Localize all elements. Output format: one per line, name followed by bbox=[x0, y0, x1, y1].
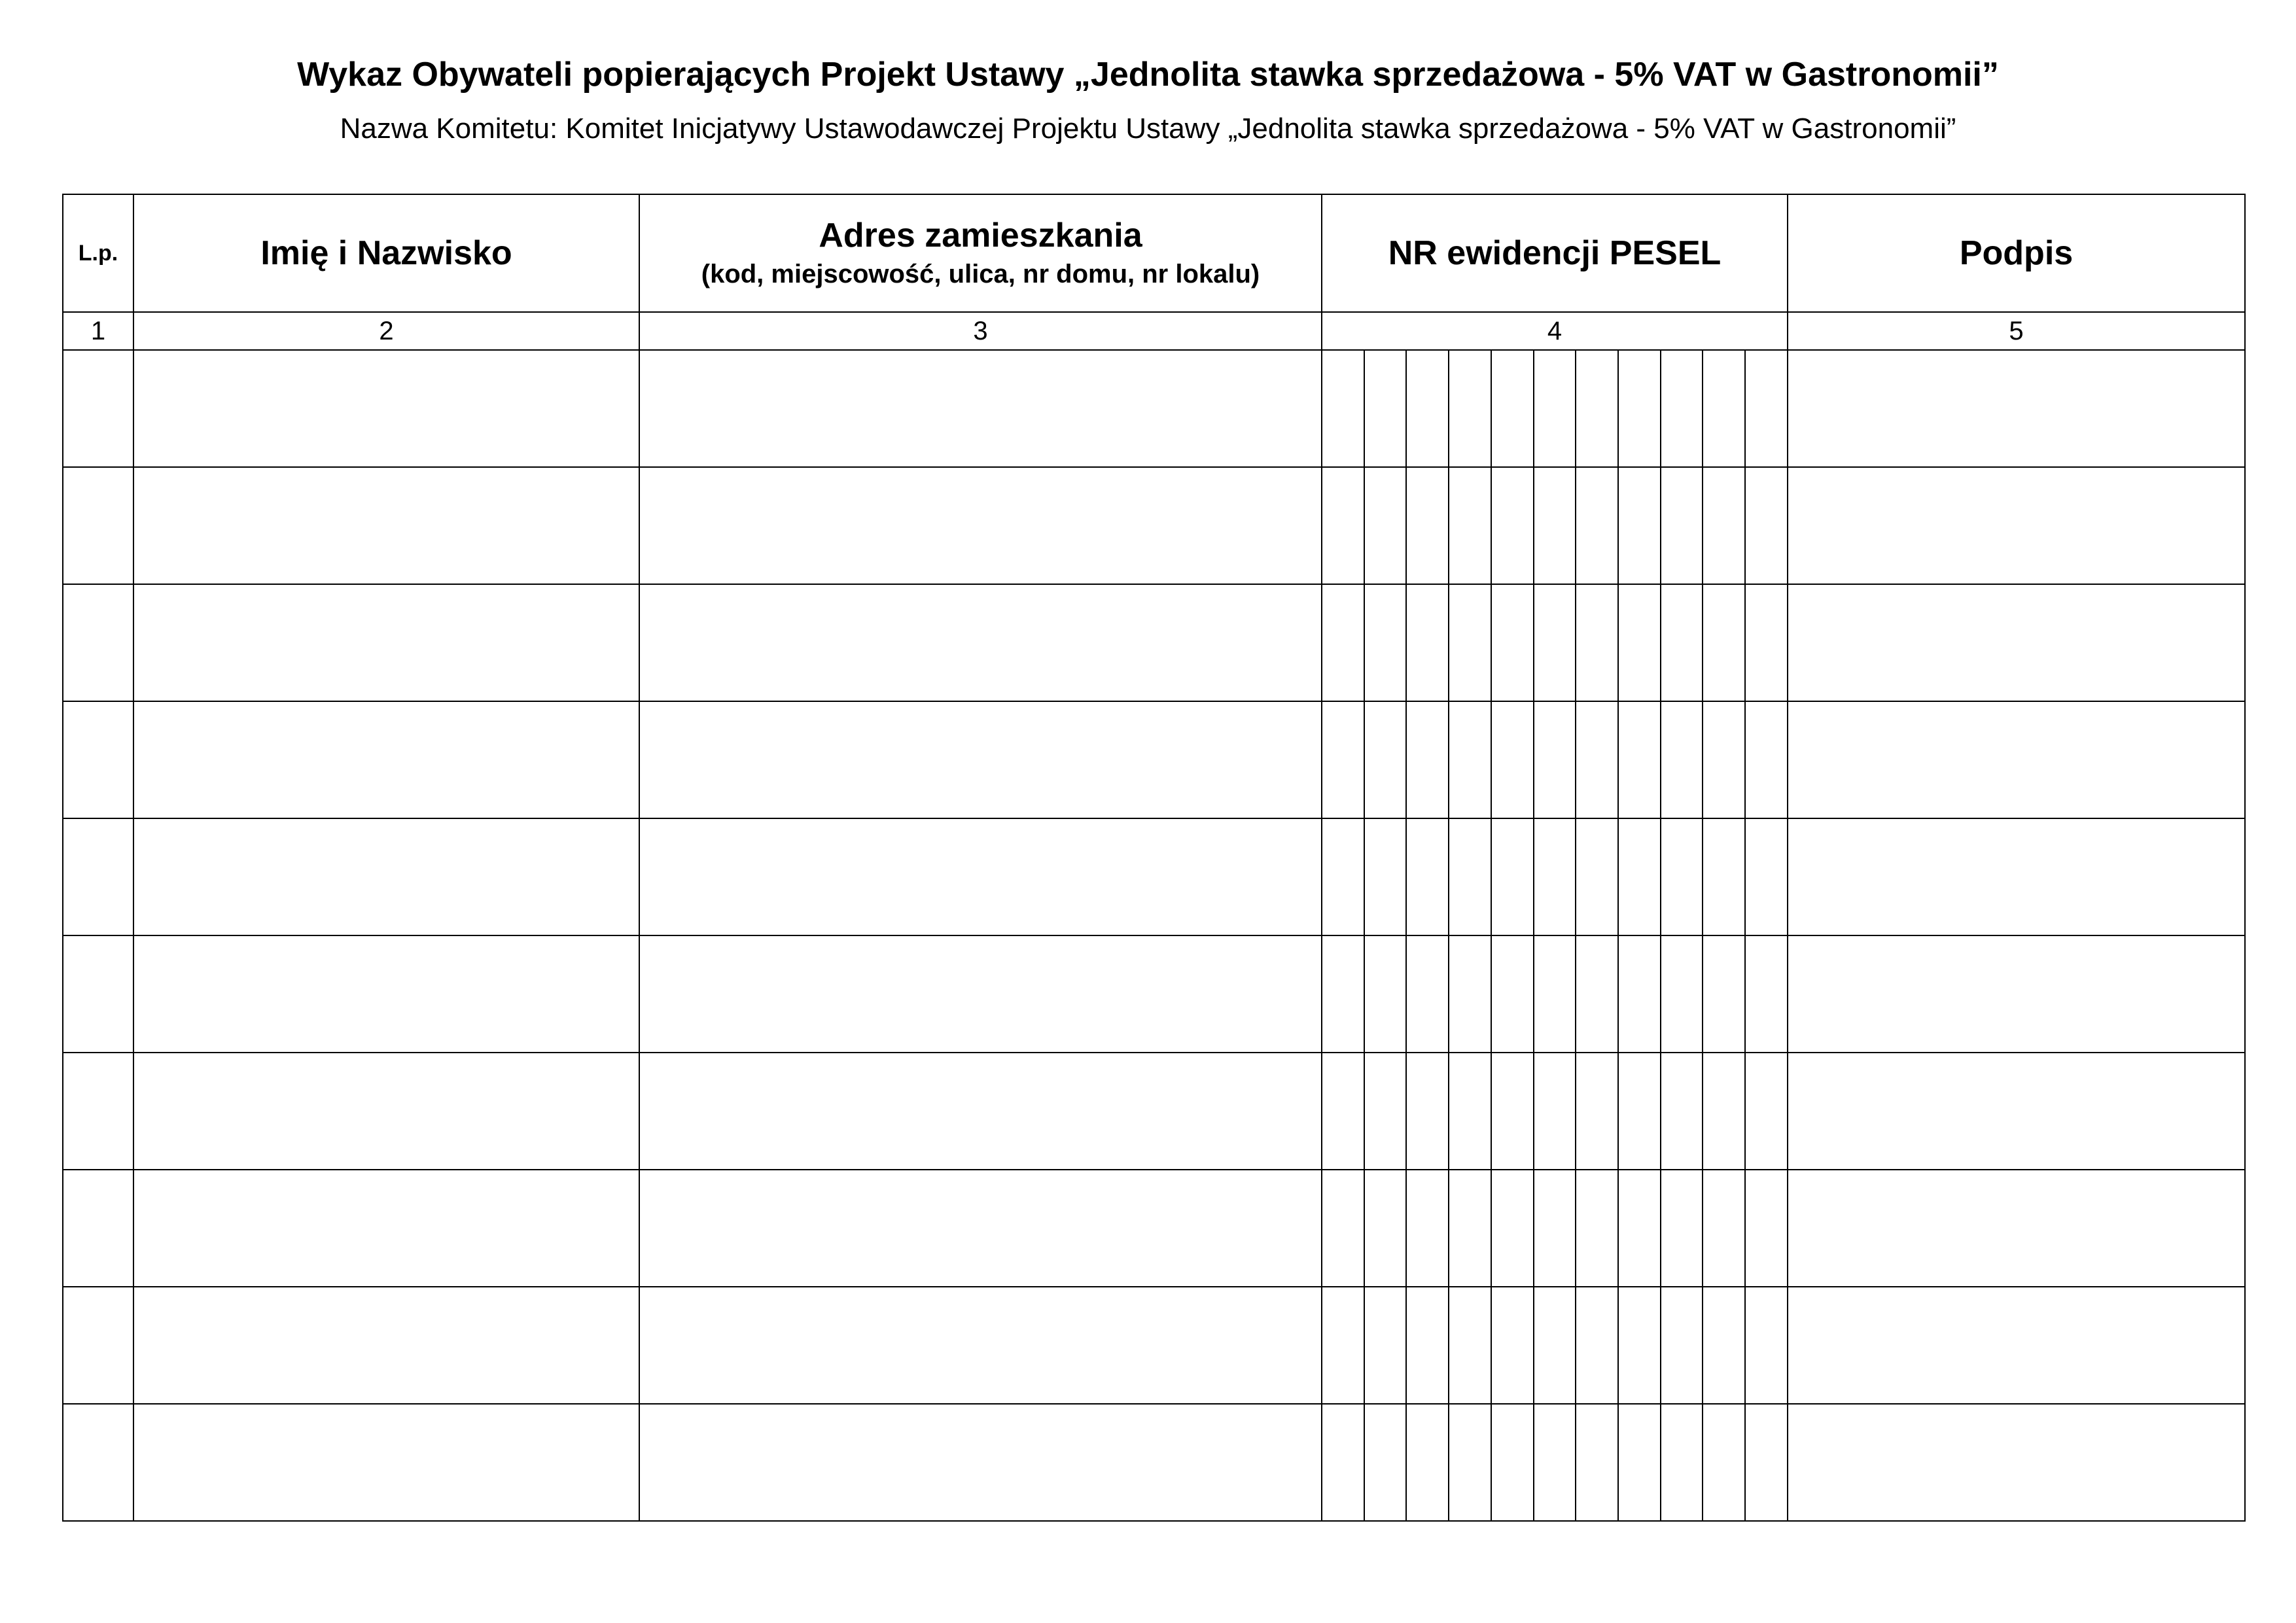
lp-cell[interactable] bbox=[63, 350, 133, 467]
name-cell[interactable] bbox=[133, 701, 639, 818]
lp-cell[interactable] bbox=[63, 1053, 133, 1170]
pesel-digit-cell[interactable] bbox=[1364, 935, 1407, 1053]
pesel-digit-cell[interactable] bbox=[1534, 818, 1576, 935]
address-cell[interactable] bbox=[639, 935, 1322, 1053]
entry-row bbox=[63, 584, 2245, 701]
pesel-digit-cell[interactable] bbox=[1618, 1170, 1661, 1287]
pesel-digit-cell[interactable] bbox=[1661, 935, 1703, 1053]
pesel-digit-cell[interactable] bbox=[1618, 467, 1661, 584]
entry-row bbox=[63, 1287, 2245, 1404]
header-row bbox=[63, 194, 2245, 312]
header-address-label: Adres zamieszkania bbox=[819, 217, 1142, 254]
pesel-digit-cell[interactable] bbox=[1703, 1170, 1745, 1287]
signature-cell[interactable] bbox=[1788, 935, 2245, 1053]
pesel-digit-cell[interactable] bbox=[1534, 467, 1576, 584]
signature-cell[interactable] bbox=[1788, 1053, 2245, 1170]
pesel-digit-cell[interactable] bbox=[1364, 1170, 1407, 1287]
name-cell[interactable] bbox=[133, 467, 639, 584]
name-cell[interactable] bbox=[133, 350, 639, 467]
pesel-digit-cell[interactable] bbox=[1703, 701, 1745, 818]
address-cell[interactable] bbox=[639, 1170, 1322, 1287]
pesel-digit-cell[interactable] bbox=[1364, 701, 1407, 818]
pesel-digit-cell[interactable] bbox=[1449, 1287, 1491, 1404]
pesel-digit-cell[interactable] bbox=[1322, 584, 1364, 701]
pesel-digit-cell[interactable] bbox=[1322, 1053, 1364, 1170]
pesel-digit-cell[interactable] bbox=[1703, 818, 1745, 935]
pesel-digit-cell[interactable] bbox=[1322, 701, 1364, 818]
pesel-digit-cell[interactable] bbox=[1449, 1053, 1491, 1170]
address-cell[interactable] bbox=[639, 1053, 1322, 1170]
address-cell[interactable] bbox=[639, 1287, 1322, 1404]
entry-row bbox=[63, 467, 2245, 584]
lp-cell[interactable] bbox=[63, 1287, 133, 1404]
pesel-digit-cell[interactable] bbox=[1576, 935, 1618, 1053]
pesel-digit-cell[interactable] bbox=[1661, 584, 1703, 701]
pesel-digit-cell[interactable] bbox=[1449, 467, 1491, 584]
pesel-digit-cell[interactable] bbox=[1576, 1287, 1618, 1404]
pesel-digit-cell[interactable] bbox=[1322, 818, 1364, 935]
pesel-digit-cell[interactable] bbox=[1322, 1170, 1364, 1287]
pesel-digit-cell[interactable] bbox=[1406, 935, 1449, 1053]
pesel-digit-cell[interactable] bbox=[1703, 584, 1745, 701]
pesel-digit-cell[interactable] bbox=[1534, 1287, 1576, 1404]
signature-cell[interactable] bbox=[1788, 350, 2245, 467]
lp-cell[interactable] bbox=[63, 818, 133, 935]
pesel-digit-cell[interactable] bbox=[1661, 701, 1703, 818]
pesel-digit-cell[interactable] bbox=[1661, 818, 1703, 935]
pesel-digit-cell[interactable] bbox=[1703, 1404, 1745, 1521]
column-number-3: 3 bbox=[639, 312, 1322, 350]
signature-cell[interactable] bbox=[1788, 818, 2245, 935]
column-number-row bbox=[63, 312, 2245, 350]
pesel-digit-cell[interactable] bbox=[1449, 935, 1491, 1053]
signature-table bbox=[62, 194, 2246, 1522]
name-cell[interactable] bbox=[133, 1053, 639, 1170]
pesel-digit-cell[interactable] bbox=[1491, 584, 1534, 701]
pesel-digit-cell[interactable] bbox=[1661, 1287, 1703, 1404]
address-cell[interactable] bbox=[639, 350, 1322, 467]
entry-row bbox=[63, 1170, 2245, 1287]
signature-cell[interactable] bbox=[1788, 701, 2245, 818]
pesel-digit-cell[interactable] bbox=[1406, 1404, 1449, 1521]
pesel-digit-cell[interactable] bbox=[1618, 1053, 1661, 1170]
pesel-digit-cell[interactable] bbox=[1745, 701, 1788, 818]
lp-cell[interactable] bbox=[63, 467, 133, 584]
column-number-4: 4 bbox=[1322, 312, 1788, 350]
pesel-digit-cell[interactable] bbox=[1449, 1170, 1491, 1287]
pesel-digit-cell[interactable] bbox=[1406, 1053, 1449, 1170]
pesel-digit-cell[interactable] bbox=[1534, 1170, 1576, 1287]
address-cell[interactable] bbox=[639, 1404, 1322, 1521]
document-subtitle: Nazwa Komitetu: Komitet Inicjatywy Ustawodawczej Projektu Ustawy „Jednolita stawka sprzedażowa - 5% VAT w Gastronomii” bbox=[340, 113, 1956, 145]
pesel-digit-cell[interactable] bbox=[1449, 584, 1491, 701]
pesel-digit-cell[interactable] bbox=[1491, 1053, 1534, 1170]
pesel-digit-cell[interactable] bbox=[1322, 467, 1364, 584]
pesel-digit-cell[interactable] bbox=[1661, 350, 1703, 467]
address-cell[interactable] bbox=[639, 584, 1322, 701]
name-cell[interactable] bbox=[133, 1170, 639, 1287]
signature-cell[interactable] bbox=[1788, 584, 2245, 701]
pesel-digit-cell[interactable] bbox=[1703, 350, 1745, 467]
header-name: Imię i Nazwisko bbox=[133, 194, 639, 312]
pesel-digit-cell[interactable] bbox=[1449, 350, 1491, 467]
pesel-digit-cell[interactable] bbox=[1364, 467, 1407, 584]
entry-row bbox=[63, 935, 2245, 1053]
pesel-digit-cell[interactable] bbox=[1745, 350, 1788, 467]
pesel-digit-cell[interactable] bbox=[1406, 584, 1449, 701]
pesel-digit-cell[interactable] bbox=[1449, 701, 1491, 818]
entry-row bbox=[63, 1053, 2245, 1170]
header-address-note: (kod, miejscowość, ulica, nr domu, nr lokalu) bbox=[701, 260, 1260, 288]
pesel-digit-cell[interactable] bbox=[1703, 1287, 1745, 1404]
pesel-digit-cell[interactable] bbox=[1364, 1404, 1407, 1521]
pesel-digit-cell[interactable] bbox=[1491, 350, 1534, 467]
pesel-digit-cell[interactable] bbox=[1449, 1404, 1491, 1521]
lp-cell[interactable] bbox=[63, 584, 133, 701]
pesel-digit-cell[interactable] bbox=[1364, 818, 1407, 935]
pesel-digit-cell[interactable] bbox=[1534, 1053, 1576, 1170]
pesel-digit-cell[interactable] bbox=[1618, 935, 1661, 1053]
pesel-digit-cell[interactable] bbox=[1406, 701, 1449, 818]
entry-row bbox=[63, 818, 2245, 935]
pesel-digit-cell[interactable] bbox=[1406, 350, 1449, 467]
address-cell[interactable] bbox=[639, 467, 1322, 584]
name-cell[interactable] bbox=[133, 1287, 639, 1404]
entry-row bbox=[63, 350, 2245, 467]
pesel-digit-cell[interactable] bbox=[1618, 701, 1661, 818]
pesel-digit-cell[interactable] bbox=[1449, 818, 1491, 935]
lp-cell[interactable] bbox=[63, 935, 133, 1053]
pesel-digit-cell[interactable] bbox=[1534, 701, 1576, 818]
name-cell[interactable] bbox=[133, 935, 639, 1053]
pesel-digit-cell[interactable] bbox=[1618, 584, 1661, 701]
pesel-digit-cell[interactable] bbox=[1576, 1170, 1618, 1287]
name-cell[interactable] bbox=[133, 818, 639, 935]
pesel-digit-cell[interactable] bbox=[1534, 1404, 1576, 1521]
pesel-digit-cell[interactable] bbox=[1745, 818, 1788, 935]
pesel-digit-cell[interactable] bbox=[1534, 350, 1576, 467]
lp-cell[interactable] bbox=[63, 1404, 133, 1521]
pesel-digit-cell[interactable] bbox=[1322, 1404, 1364, 1521]
entry-row bbox=[63, 1404, 2245, 1521]
pesel-digit-cell[interactable] bbox=[1576, 584, 1618, 701]
pesel-digit-cell[interactable] bbox=[1661, 467, 1703, 584]
pesel-digit-cell[interactable] bbox=[1364, 1053, 1407, 1170]
signature-cell[interactable] bbox=[1788, 1404, 2245, 1521]
pesel-digit-cell[interactable] bbox=[1703, 1053, 1745, 1170]
pesel-digit-cell[interactable] bbox=[1322, 1287, 1364, 1404]
pesel-digit-cell[interactable] bbox=[1576, 350, 1618, 467]
pesel-digit-cell[interactable] bbox=[1491, 1404, 1534, 1521]
pesel-digit-cell[interactable] bbox=[1661, 1053, 1703, 1170]
pesel-digit-cell[interactable] bbox=[1406, 1287, 1449, 1404]
pesel-digit-cell[interactable] bbox=[1745, 467, 1788, 584]
pesel-digit-cell[interactable] bbox=[1745, 1404, 1788, 1521]
pesel-digit-cell[interactable] bbox=[1491, 935, 1534, 1053]
pesel-digit-cell[interactable] bbox=[1364, 350, 1407, 467]
pesel-digit-cell[interactable] bbox=[1618, 818, 1661, 935]
address-cell[interactable] bbox=[639, 701, 1322, 818]
signature-cell[interactable] bbox=[1788, 1170, 2245, 1287]
header-lp: L.p. bbox=[63, 194, 133, 312]
pesel-digit-cell[interactable] bbox=[1618, 1404, 1661, 1521]
header-pesel: NR ewidencji PESEL bbox=[1322, 194, 1788, 312]
pesel-digit-cell[interactable] bbox=[1745, 584, 1788, 701]
pesel-digit-cell[interactable] bbox=[1364, 1287, 1407, 1404]
name-cell[interactable] bbox=[133, 1404, 639, 1521]
pesel-digit-cell[interactable] bbox=[1703, 935, 1745, 1053]
entry-row bbox=[63, 701, 2245, 818]
pesel-digit-cell[interactable] bbox=[1618, 1287, 1661, 1404]
pesel-digit-cell[interactable] bbox=[1491, 1287, 1534, 1404]
pesel-digit-cell[interactable] bbox=[1745, 1287, 1788, 1404]
header-address bbox=[639, 194, 1322, 312]
name-cell[interactable] bbox=[133, 584, 639, 701]
pesel-digit-cell[interactable] bbox=[1491, 701, 1534, 818]
column-number-2: 2 bbox=[133, 312, 639, 350]
pesel-digit-cell[interactable] bbox=[1364, 584, 1407, 701]
pesel-digit-cell[interactable] bbox=[1745, 1170, 1788, 1287]
pesel-digit-cell[interactable] bbox=[1406, 1170, 1449, 1287]
document-title: Wykaz Obywateli popierających Projekt Ustawy „Jednolita stawka sprzedażowa - 5% VAT w Gastronomii” bbox=[297, 56, 1999, 94]
pesel-digit-cell[interactable] bbox=[1406, 467, 1449, 584]
pesel-digit-cell[interactable] bbox=[1703, 467, 1745, 584]
pesel-digit-cell[interactable] bbox=[1491, 818, 1534, 935]
header-signature: Podpis bbox=[1788, 194, 2245, 312]
signature-cell[interactable] bbox=[1788, 1287, 2245, 1404]
pesel-digit-cell[interactable] bbox=[1406, 818, 1449, 935]
pesel-digit-cell[interactable] bbox=[1322, 350, 1364, 467]
pesel-digit-cell[interactable] bbox=[1534, 935, 1576, 1053]
address-cell[interactable] bbox=[639, 818, 1322, 935]
pesel-digit-cell[interactable] bbox=[1576, 701, 1618, 818]
pesel-digit-cell[interactable] bbox=[1745, 1053, 1788, 1170]
pesel-digit-cell[interactable] bbox=[1534, 584, 1576, 701]
pesel-digit-cell[interactable] bbox=[1661, 1170, 1703, 1287]
pesel-digit-cell[interactable] bbox=[1661, 1404, 1703, 1521]
pesel-digit-cell[interactable] bbox=[1491, 1170, 1534, 1287]
pesel-digit-cell[interactable] bbox=[1491, 467, 1534, 584]
pesel-digit-cell[interactable] bbox=[1576, 1053, 1618, 1170]
signature-cell[interactable] bbox=[1788, 467, 2245, 584]
lp-cell[interactable] bbox=[63, 1170, 133, 1287]
pesel-digit-cell[interactable] bbox=[1576, 818, 1618, 935]
pesel-digit-cell[interactable] bbox=[1322, 935, 1364, 1053]
lp-cell[interactable] bbox=[63, 701, 133, 818]
pesel-digit-cell[interactable] bbox=[1618, 350, 1661, 467]
pesel-digit-cell[interactable] bbox=[1745, 935, 1788, 1053]
column-number-5: 5 bbox=[1788, 312, 2245, 350]
column-number-1: 1 bbox=[63, 312, 133, 350]
pesel-digit-cell[interactable] bbox=[1576, 1404, 1618, 1521]
pesel-digit-cell[interactable] bbox=[1576, 467, 1618, 584]
